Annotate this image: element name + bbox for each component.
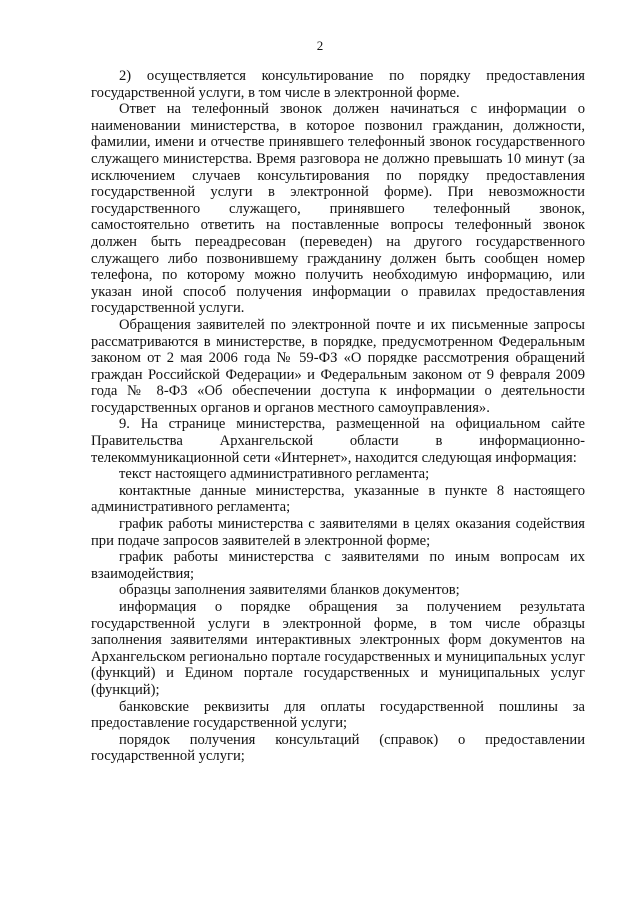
paragraph-written-requests: Обращения заявителей по электронной почте и их письменные запросы рассматриваются в министерстве, в порядке, предусмотренном Федеральным законом от 2 мая 2006 года № 59-ФЗ «О порядке рассмотрения обращений граждан Российской Федерации» и Федеральным законом от 9 февраля 2009 года № 8-ФЗ «Об обеспечении доступа к информации о деятельности государственных органов и органов местного самоуправления». [91,316,585,416]
list-item-electronic-schedule: график работы министерства с заявителями в целях оказания содействия при подаче запросов заявителей в электронной форме; [91,516,585,549]
list-item-other-schedule: график работы министерства с заявителями по иным вопросам их взаимодействия; [91,549,585,582]
list-item-contact-data: контактные данные министерства, указанные в пункте 8 настоящего административного регламента; [91,482,585,516]
list-item-consultation-procedure: порядок получения консультаций (справок) о предоставлении государственной услуги; [91,731,585,765]
list-item-regulation-text: текст настоящего административного регламента; [119,466,430,483]
list-item-bank-details: банковские реквизиты для оплаты государственной пошлины за предоставление государственной услуги; [91,698,585,732]
list-item-electronic-result-info: информация о порядке обращения за получением результата государственной услуги в электронной форме, в том числе образцы заполнения заявителями интерактивных электронных форм документов на Архангельском регионально портале государственных и муниципальных услуг (функций) и Едином портале государственных и муниципальных услуг (функций); [91,599,585,698]
paragraph-website-info: 9. На странице министерства, размещенной на официальном сайте Правительства Архангельской области в информационно-телекоммуникационной сети «Интернет», находится следующая информация: [91,416,585,466]
page-number: 2 [316,38,324,53]
list-item-form-samples: образцы заполнения заявителями бланков документов; [119,582,460,599]
paragraph-consulting: 2) осуществляется консультирование по порядку предоставления государственной услуги, в том числе в электронной форме. [91,68,585,101]
document-body [91,68,585,765]
paragraph-phone-call: Ответ на телефонный звонок должен начинаться с информации о наименовании министерства, в которое позвонил гражданин, должности, фамилии, имени и отчестве принявшего телефонный звонок государственного служащего министерства. Время разговора не должно превышать 10 минут (за исключением случаев консультирования по порядку предоставления государственной услуги в электронной форме). При невозможности государственного служащего, принявшего телефонный звонок, самостоятельно ответить на поставленные вопросы телефонный звонок должен быть переадресован (переведен) на другого государственного служащего либо позвонившему гражданину должен быть сообщен номер телефона, по которому можно получить необходимую информацию, или указан иной способ получения информации о правилах предоставления государственной услуги. [91,101,585,317]
